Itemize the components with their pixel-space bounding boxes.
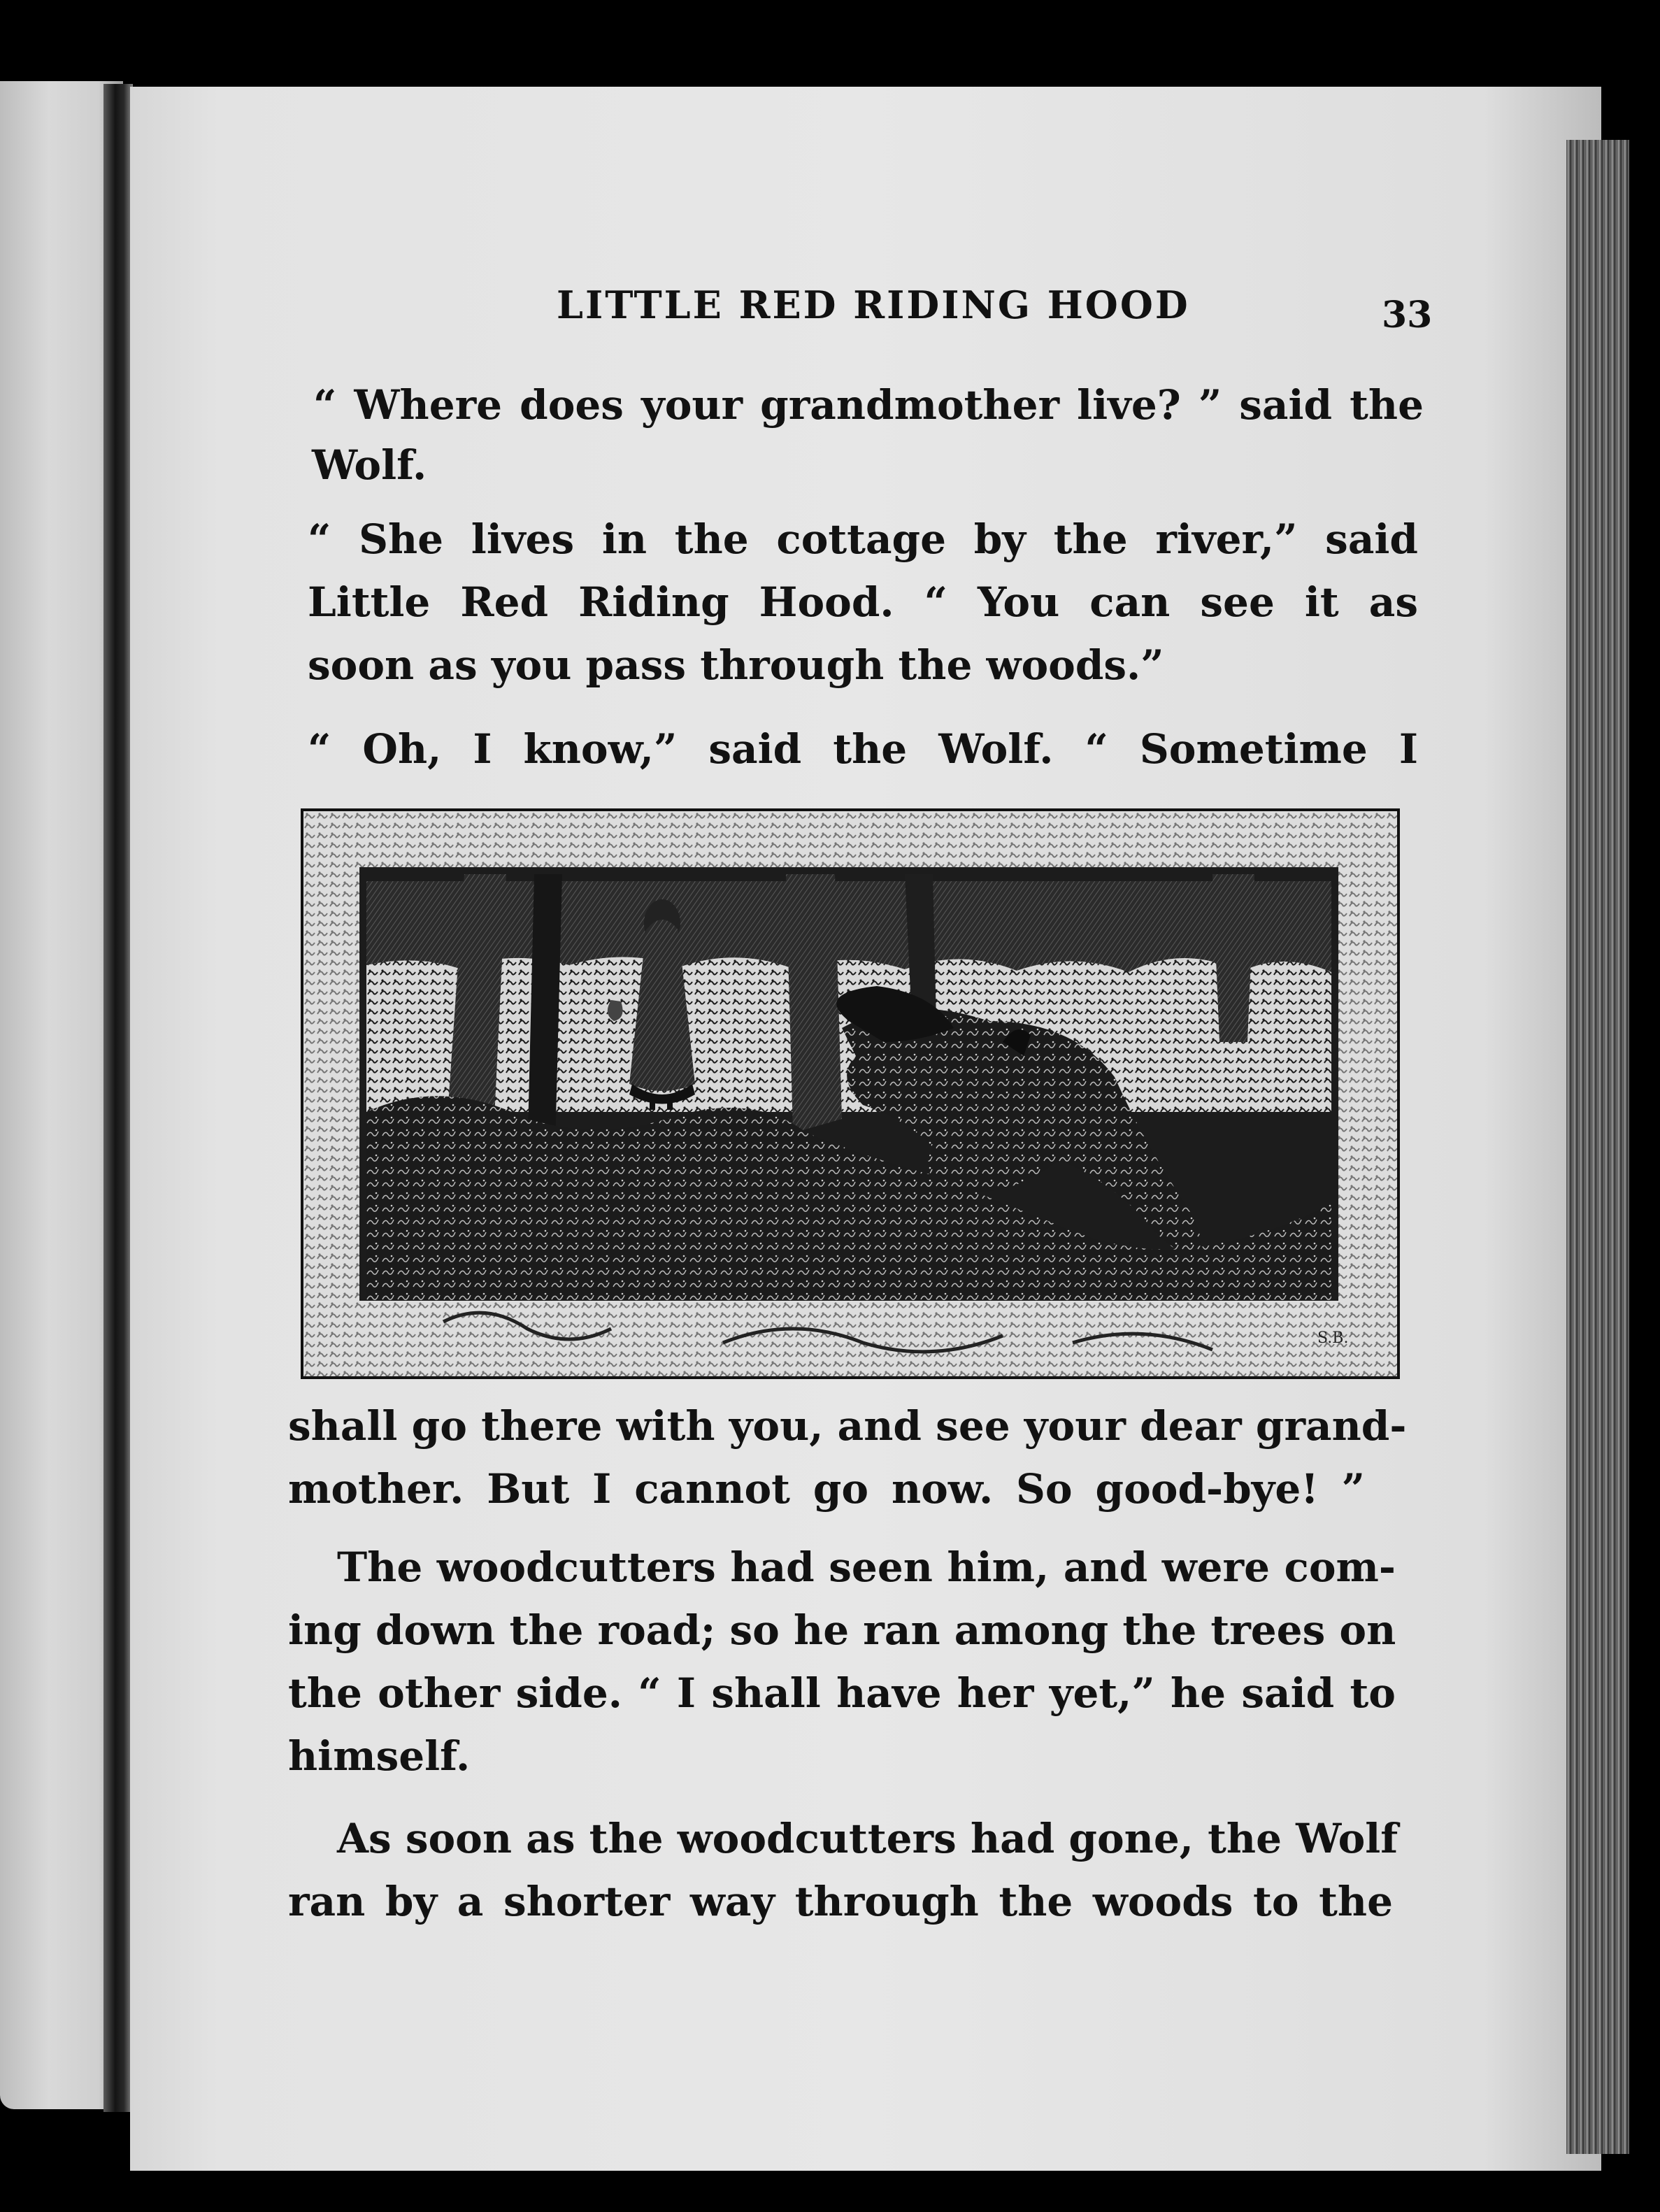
paragraph bbox=[308, 506, 1418, 698]
engraver-signature: S.B. bbox=[1317, 1329, 1349, 1347]
text-line: “ Where does your grandmother live? ” said the bbox=[313, 381, 1424, 429]
text-line: mother. But I cannot go now. So good-bye! ” bbox=[288, 1465, 1365, 1513]
illustration-engraving bbox=[301, 808, 1400, 1379]
forest-scene-image bbox=[303, 811, 1397, 1376]
text-line: ran by a shorter way through the woods to the bbox=[288, 1878, 1393, 1925]
text-line: the other side. “ I shall have her yet,” he said to bbox=[288, 1669, 1396, 1717]
paragraph bbox=[308, 716, 1418, 782]
text-line: Wolf. bbox=[312, 441, 427, 489]
text-line: ing down the road; so he ran among the trees on bbox=[288, 1606, 1396, 1654]
text-line: himself. bbox=[288, 1732, 471, 1780]
text-line: The woodcutters had seen him, and were com- bbox=[337, 1543, 1396, 1591]
text-line: “ She lives in the cottage by the river,” said bbox=[308, 515, 1418, 563]
book-gutter bbox=[103, 84, 133, 2112]
paragraph bbox=[313, 372, 1424, 498]
paragraph bbox=[288, 1534, 1396, 1789]
page-number: 33 bbox=[1382, 294, 1433, 336]
paragraph bbox=[288, 1806, 1398, 1934]
running-head: LITTLE RED RIDING HOOD bbox=[557, 283, 1190, 327]
page-edge-stack bbox=[1566, 140, 1629, 2154]
text-line: As soon as the woodcutters had gone, the Wolf bbox=[337, 1815, 1398, 1862]
paragraph bbox=[288, 1393, 1407, 1522]
text-line: soon as you pass through the woods.” bbox=[308, 641, 1164, 689]
text-line: shall go there with you, and see your dear grand- bbox=[288, 1402, 1407, 1450]
text-line: “ Oh, I know,” said the Wolf. “ Sometime I bbox=[308, 725, 1418, 773]
text-line: Little Red Riding Hood. “ You can see it as bbox=[308, 578, 1418, 626]
